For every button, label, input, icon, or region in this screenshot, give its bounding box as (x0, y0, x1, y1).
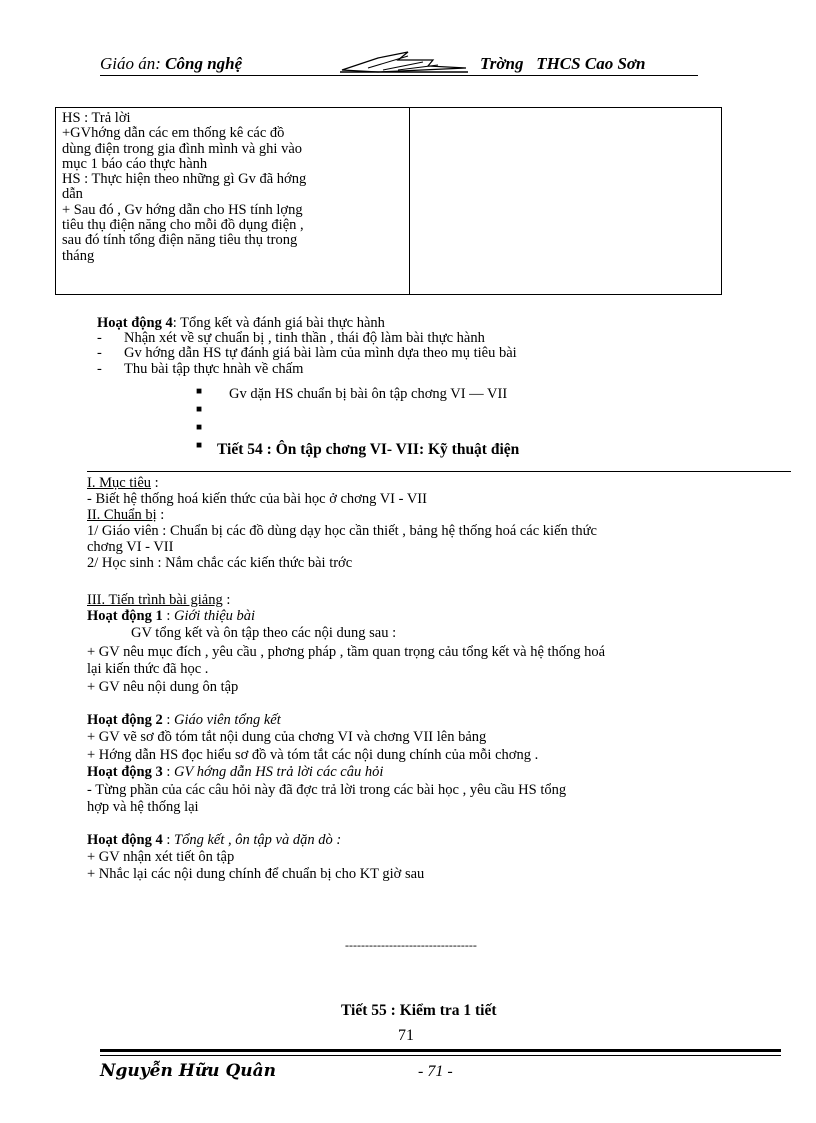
activity4-heading: Hoạt động 4 (97, 315, 173, 331)
act1-line: + GV nêu mục đích , yêu cầu , phơng pháp , tầm quan trọng cảu tổng kết và hệ thống hoá (87, 644, 606, 660)
body-page-number: 71 (398, 1027, 414, 1044)
act1-sub: Giới thiệu bài (174, 608, 256, 624)
objectives-text: - Biết hệ thống hoá kiến thức của bài học ở chơng VI - VII (87, 491, 427, 507)
list-item: - Gv hớng dẫn HS tự đánh giá bài làm của mình dựa theo mụ tiêu bài (97, 346, 517, 361)
table-line: tháng (62, 247, 95, 264)
table-line: dẫn (62, 186, 83, 203)
act2-sub: Giáo viên tổng kết (174, 712, 281, 728)
act1-heading: Hoạt động 1 (87, 608, 163, 624)
process-heading-line (87, 593, 230, 608)
square-bullet-icon: ■ (196, 386, 203, 397)
prep-student: 2/ Học sinh : Nắm chắc các kiến thức bài trớc (87, 555, 353, 571)
lesson55-title: Tiết 55 : Kiểm tra 1 tiết (341, 1002, 497, 1019)
table-line: +GVhớng dẫn các em thống kê các đồ (62, 125, 285, 142)
activity4-heading-rest: : Tổng kết và đánh giá bài thực hành (172, 315, 385, 331)
bullet-text: Gv dặn HS chuẩn bị bài ôn tập chơng VI — VII (229, 386, 508, 402)
footer-rule-thin (100, 1055, 781, 1056)
footer-page-number: - 71 - (418, 1063, 453, 1080)
act1-line: + GV nêu nội dung ôn tập (87, 679, 239, 695)
square-bullet-icon: ■ (196, 404, 203, 415)
act2-line: + Hớng dẫn HS đọc hiểu sơ đồ và tóm tắt các nội dung chính của mỗi chơng . (87, 747, 539, 763)
act2-line: + GV vẽ sơ đồ tóm tắt nội dung của chơng VI và chơng VII lên bảng (87, 729, 487, 745)
act4-heading-line: Hoạt động 4 : Tổng kết , ôn tập và dặn dò : (87, 832, 342, 848)
ship-ornament-icon (338, 48, 470, 76)
objectives-colon: : (151, 475, 159, 491)
act1-intro: GV tổng kết và ôn tập theo các nội dung sau : (131, 625, 397, 641)
act3-line: hợp và hệ thống lại (87, 799, 199, 815)
act3-heading: Hoạt động 3 (87, 764, 163, 780)
act1-line: lại kiến thức đã học . (87, 661, 209, 677)
header-subject: Công nghệ (165, 54, 243, 73)
section-rule (87, 471, 791, 472)
act4-sub: Tổng kết , ôn tập và dặn dò : (174, 832, 342, 848)
act4-line: + GV nhận xét tiết ôn tập (87, 849, 235, 865)
table-line: dùng điện trong gia đình mình và ghi vào (62, 140, 303, 157)
act1-heading-line: Hoạt động 1 : Giới thiệu bài (87, 608, 256, 624)
objectives-heading: I. Mục tiêu (87, 475, 152, 491)
act3-heading-line: Hoạt động 3 : GV hớng dẫn HS trả lời các câu hỏi (87, 764, 384, 780)
header-school-label: Trờng (480, 54, 524, 73)
activity4-heading-line (97, 316, 385, 331)
prep-heading: II. Chuẩn bị (87, 507, 157, 523)
objectives-heading-line (87, 476, 159, 491)
table-line: tiêu thụ điện năng cho mỗi đồ dụng điện , (62, 217, 304, 234)
prep-colon: : (156, 507, 165, 523)
table-line: + Sau đó , Gv hớng dẫn cho HS tính lợng (62, 201, 303, 218)
prep-teacher-2: chơng VI - VII (87, 539, 174, 555)
table-line: sau đó tính tổng điện năng tiêu thụ trong (62, 232, 298, 249)
footer-rule-thick (100, 1049, 781, 1052)
act2-heading-line: Hoạt động 2 : Giáo viên tổng kết (87, 712, 281, 728)
table-left-cell (62, 111, 402, 264)
header-rule (100, 75, 698, 76)
activity4-list (97, 331, 517, 377)
prep-heading-line (87, 508, 164, 523)
process-heading: III. Tiến trình bài giảng (87, 592, 223, 608)
separator-dashes: --------------------------------- (345, 938, 477, 952)
header-left (100, 54, 242, 74)
footer-author: Nguyễn Hữu Quân (100, 1061, 277, 1081)
square-bullet-icon: ■ (196, 422, 203, 433)
act4-line: + Nhắc lại các nội dung chính để chuẩn bị cho KT giờ sau (87, 866, 425, 882)
square-bullet-icon: ■ (196, 440, 203, 451)
process-colon: : (222, 592, 231, 608)
act2-heading: Hoạt động 2 (87, 712, 163, 728)
activity-table (55, 107, 722, 295)
header-school-name: THCS Cao Sơn (536, 54, 646, 73)
header-right (480, 54, 645, 74)
list-item: - Nhận xét về sự chuẩn bị , tinh thần , thái độ làm bài thực hành (97, 331, 517, 346)
list-item: - Thu bài tập thực hnàh về chấm (97, 362, 517, 377)
act4-heading: Hoạt động 4 (87, 832, 163, 848)
table-line: HS : Thực hiện theo những gì Gv đã hớng (62, 171, 307, 188)
lesson54-title: Tiết 54 : Ôn tập chơng VI- VII: Kỹ thuật điện (217, 441, 520, 458)
act3-sub: GV hớng dẫn HS trả lời các câu hỏi (174, 764, 384, 780)
prep-teacher-1: 1/ Giáo viên : Chuẩn bị các đồ dùng dạy học cần thiết , bảng hệ thống hoá các kiến thức (87, 523, 597, 539)
table-line: mục 1 báo cáo thực hành (62, 155, 208, 172)
table-divider (409, 108, 410, 294)
header-label: Giáo án: (100, 54, 161, 73)
table-line: HS : Trả lời (62, 110, 131, 126)
act3-line: - Từng phần của các câu hỏi này đã đợc trả lời trong các bài học , yêu cầu HS tổng (87, 782, 567, 798)
